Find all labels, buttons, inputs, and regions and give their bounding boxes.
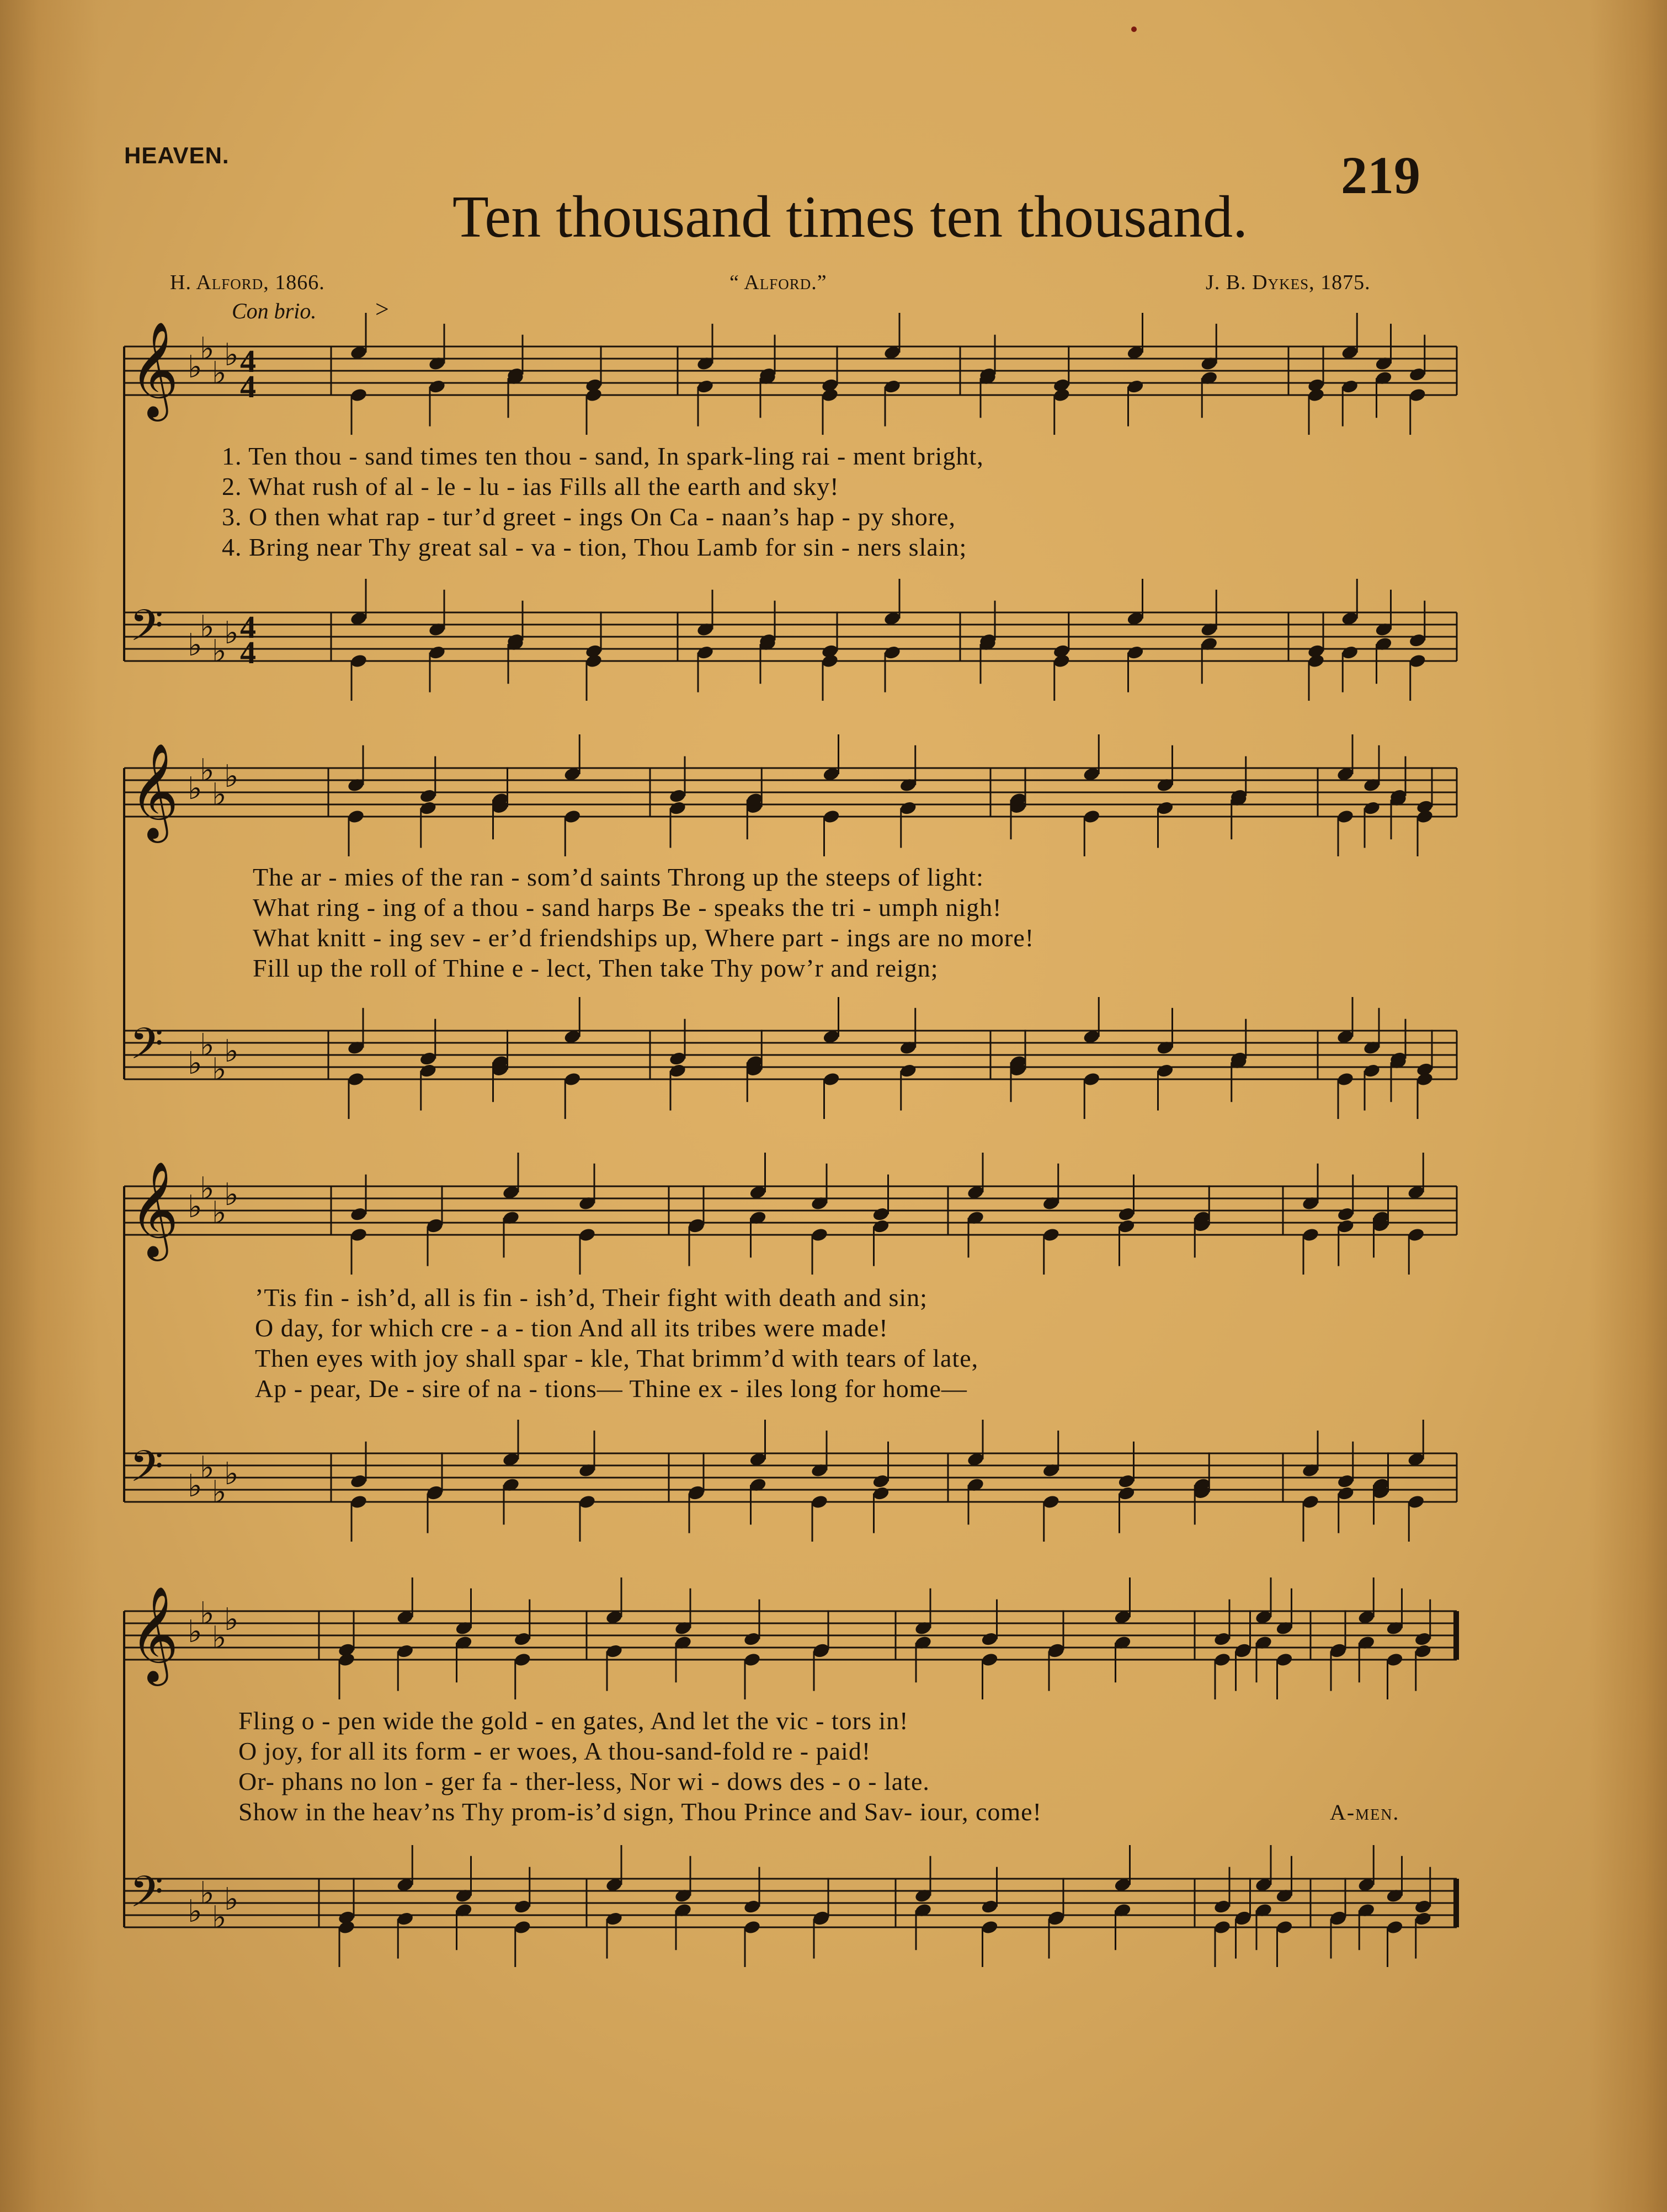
flat-icon: ♭ xyxy=(224,1456,239,1492)
composer-credit: J. B. Dykes, 1875. xyxy=(1206,271,1371,294)
time-signature: 4 xyxy=(240,609,256,645)
flat-icon: ♭ xyxy=(188,771,203,807)
lyric-line: The ar - mies of the ran - som’d saints Throng up the steeps of light: xyxy=(253,863,984,891)
flat-icon: ♭ xyxy=(212,1474,227,1510)
lyric-line: Fling o - pen wide the gold - en gates, And let the vic - tors in! xyxy=(238,1707,909,1735)
bass-clef-icon: 𝄢 xyxy=(130,1867,164,1928)
bass-clef-icon: 𝄢 xyxy=(130,601,164,662)
flat-icon: ♭ xyxy=(224,1177,239,1213)
lyric-line: O day, for which cre - a - tion And all its tribes were made! xyxy=(255,1314,888,1342)
flat-icon: ♭ xyxy=(188,1046,203,1081)
lyric-line: 3. O then what rap - tur’d greet - ings On Ca - naan’s hap - py shore, xyxy=(222,503,956,531)
flat-icon: ♭ xyxy=(224,759,239,795)
flat-icon: ♭ xyxy=(188,1614,203,1650)
lyric-line: Ap - pear, De - sire of na - tions— Thine ex - iles long for home— xyxy=(255,1374,967,1403)
flat-icon: ♭ xyxy=(188,627,203,663)
time-signature: 4 xyxy=(240,369,256,404)
flat-icon: ♭ xyxy=(200,753,215,788)
flat-icon: ♭ xyxy=(200,1875,215,1911)
page-number: 219 xyxy=(1341,146,1420,205)
flat-icon: ♭ xyxy=(188,1894,203,1929)
flat-icon: ♭ xyxy=(188,349,203,385)
final-barline xyxy=(1453,1879,1459,1927)
tempo-marking: Con brio. xyxy=(232,299,317,323)
lyric-line: 4. Bring near Thy great sal - va - tion, Thou Lamb for sin - ners slain; xyxy=(222,533,967,561)
flat-icon: ♭ xyxy=(212,355,227,391)
lyric-line: What ring - ing of a thou - sand harps Be - speaks the tri - umph nigh! xyxy=(253,893,1002,921)
flat-icon: ♭ xyxy=(200,1596,215,1632)
flat-icon: ♭ xyxy=(224,1881,239,1917)
flat-icon: ♭ xyxy=(200,331,215,367)
lyric-line: What knitt - ing sev - er’d friendships up, Where part - ings are no more! xyxy=(253,924,1035,952)
flat-icon: ♭ xyxy=(200,1450,215,1486)
flat-icon: ♭ xyxy=(188,1468,203,1504)
flat-icon: ♭ xyxy=(212,1900,227,1936)
tune-name: “ Alford.” xyxy=(729,271,827,294)
lyric-line: ’Tis fin - ish’d, all is fin - ish’d, Their fight with death and sin; xyxy=(255,1283,928,1312)
treble-clef-icon: 𝄞 xyxy=(130,1161,179,1257)
bass-clef-icon: 𝄢 xyxy=(130,1442,164,1502)
flat-icon: ♭ xyxy=(212,1195,227,1231)
time-signature: 4 xyxy=(240,343,256,379)
time-signature: 4 xyxy=(240,635,256,670)
flat-icon: ♭ xyxy=(200,1171,215,1207)
treble-clef-icon: 𝄞 xyxy=(130,321,179,418)
hymn-title: Ten thousand times ten thousand. xyxy=(452,184,1248,250)
lyric-line: Show in the heav’ns Thy prom-is’d sign, Thou Prince and Sav- iour, come! xyxy=(238,1798,1042,1826)
lyric-line: 1. Ten thou - sand times ten thou - sand, In spark-ling rai - ment bright, xyxy=(222,442,984,470)
lyric-line: O joy, for all its form - er woes, A thou-sand-fold re - paid! xyxy=(238,1737,871,1765)
treble-clef-icon: 𝄞 xyxy=(130,743,179,839)
flat-icon: ♭ xyxy=(224,615,239,651)
amen: A-men. xyxy=(1330,1800,1400,1825)
flat-icon: ♭ xyxy=(212,777,227,813)
accent-mark: > xyxy=(375,296,389,323)
lyricist-credit: H. Alford, 1866. xyxy=(170,271,325,294)
flat-icon: ♭ xyxy=(212,1052,227,1088)
flat-icon: ♭ xyxy=(200,1027,215,1063)
lyric-line: Fill up the roll of Thine e - lect, Then take Thy pow’r and reign; xyxy=(253,954,939,982)
lyric-line: Or- phans no lon - ger fa - ther-less, Nor wi - dows des - o - late. xyxy=(238,1767,930,1795)
lyric-line: 2. What rush of al - le - lu - ias Fills all the earth and sky! xyxy=(222,472,839,500)
flat-icon: ♭ xyxy=(224,337,239,373)
bass-clef-icon: 𝄢 xyxy=(130,1019,164,1080)
flat-icon: ♭ xyxy=(224,1033,239,1069)
flat-icon: ♭ xyxy=(188,1189,203,1225)
flat-icon: ♭ xyxy=(200,609,215,645)
flat-icon: ♭ xyxy=(212,1620,227,1656)
flat-icon: ♭ xyxy=(212,633,227,669)
treble-clef-icon: 𝄞 xyxy=(130,1586,179,1682)
final-barline xyxy=(1453,1611,1459,1660)
section-label: HEAVEN. xyxy=(124,142,230,168)
flat-icon: ♭ xyxy=(224,1602,239,1638)
lyric-line: Then eyes with joy shall spar - kle, That brimm’d with tears of late, xyxy=(255,1344,979,1372)
